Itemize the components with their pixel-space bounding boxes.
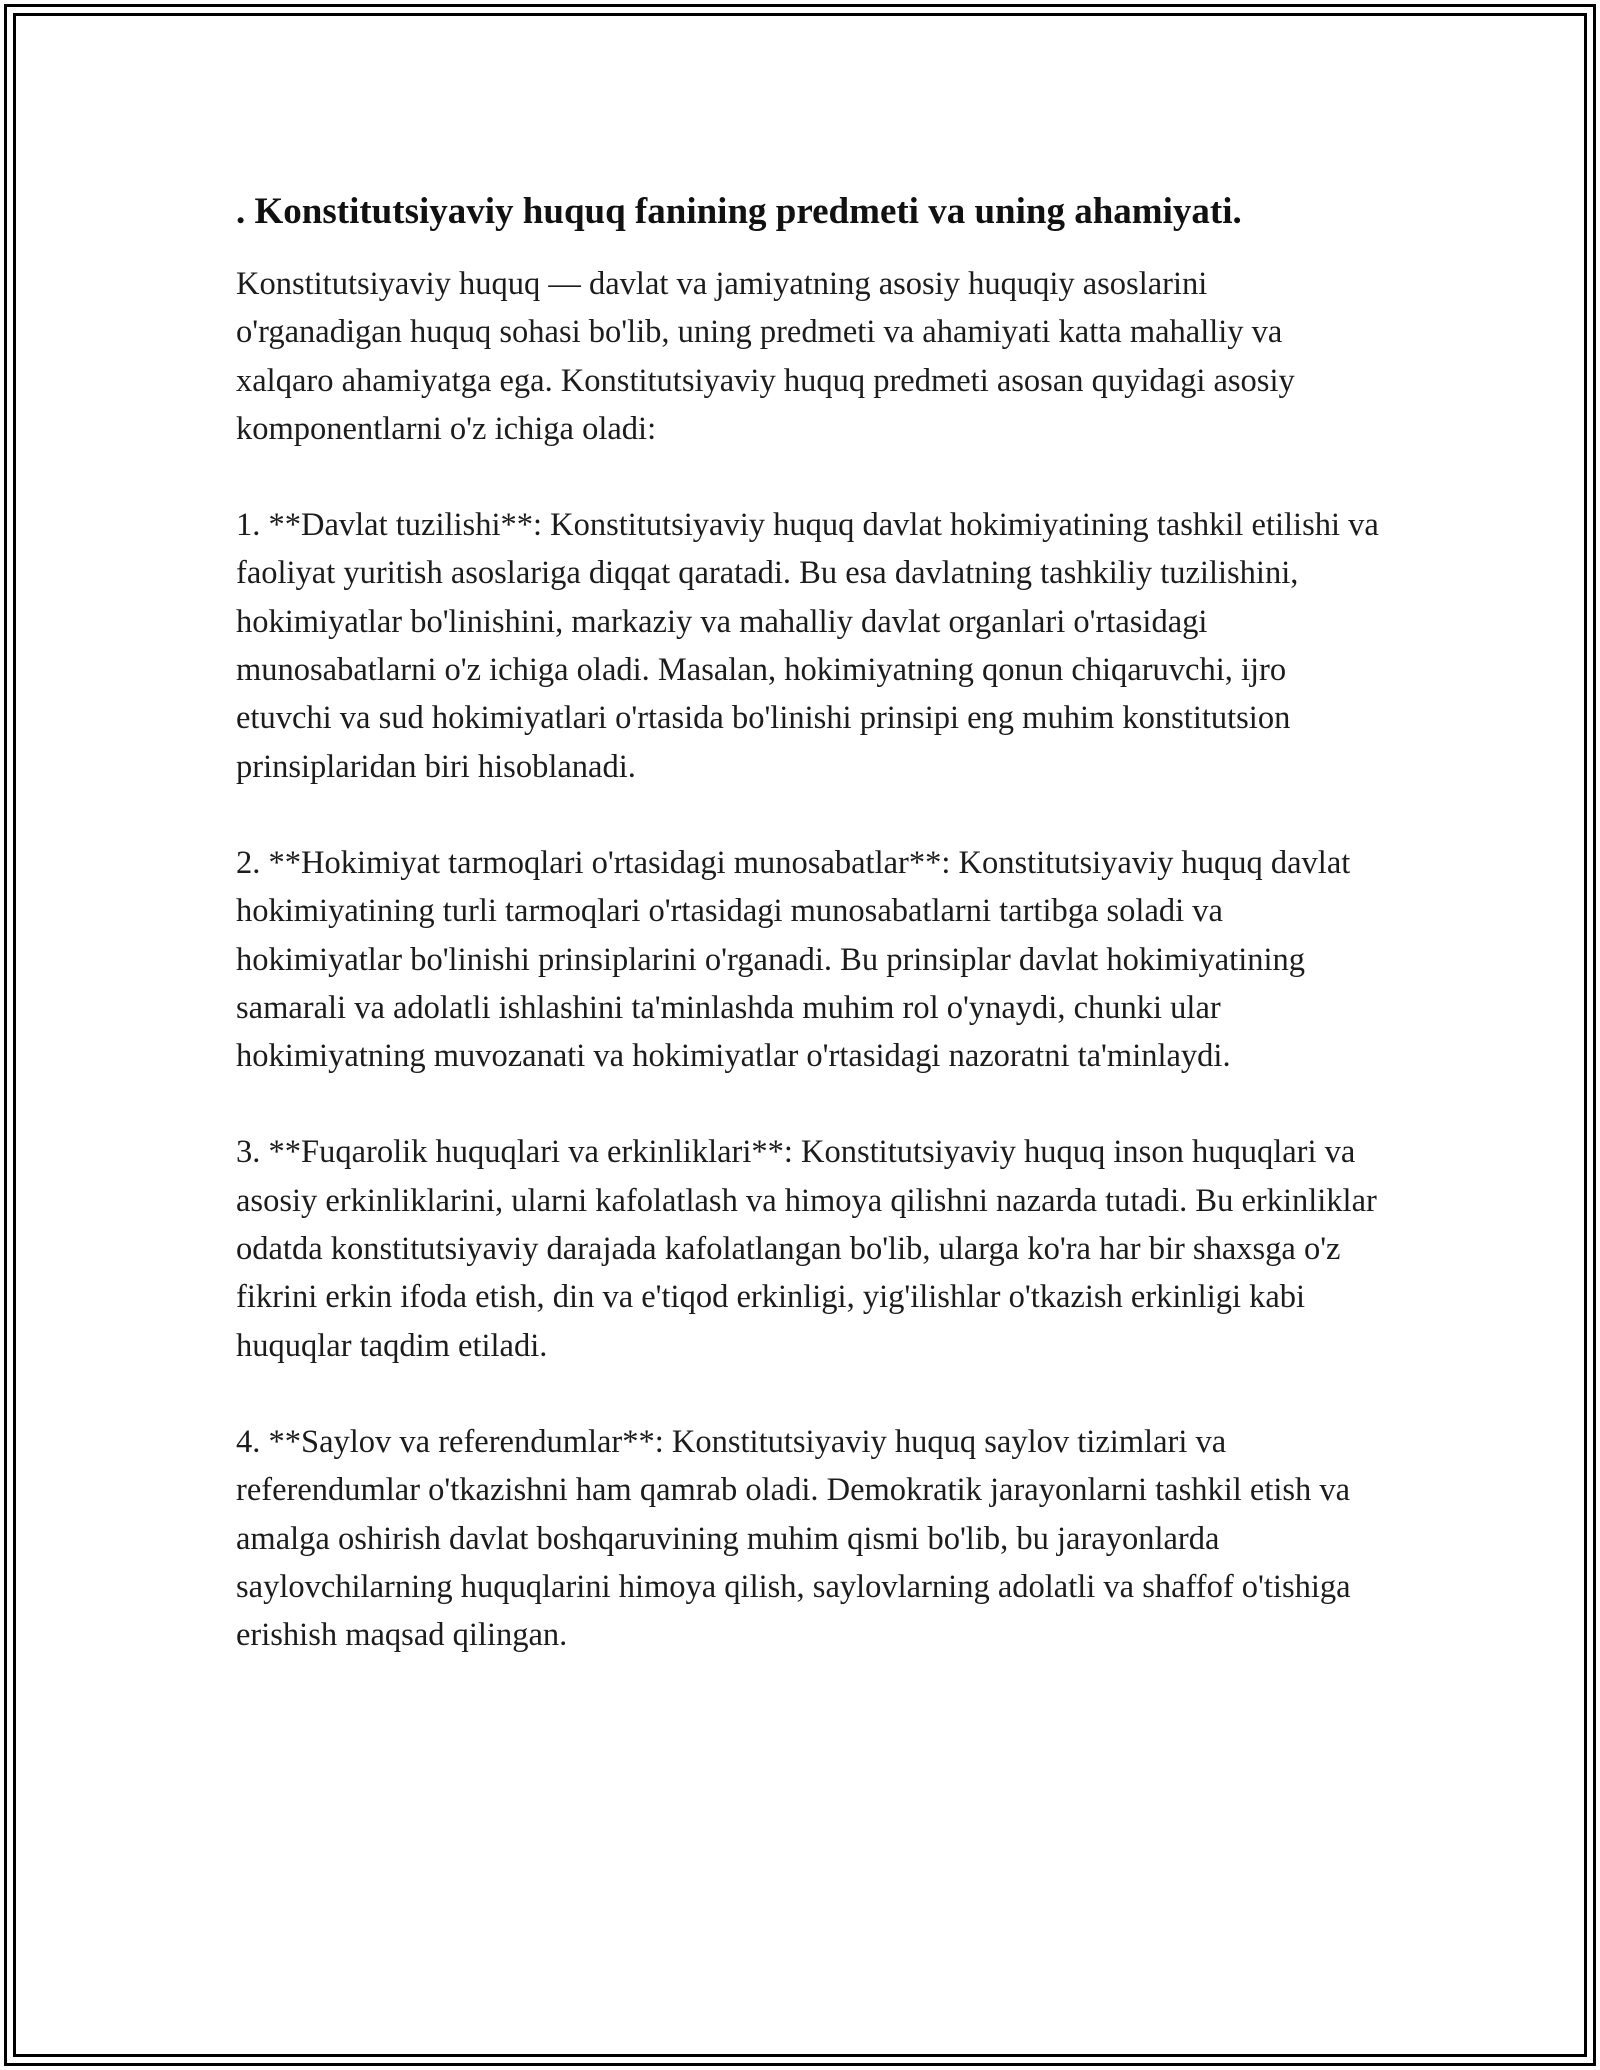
item-paragraph-3: 3. **Fuqarolik huquqlari va erkinliklari**: Konstitutsiyaviy huquq inson huquqlari va asosiy erkinliklarini, ularni kafolatlash va himoya qilishni nazarda tutadi. Bu erkinliklar odatda konstitutsiyaviy darajada kafolatlangan bo'lib, ularga ko'ra har bir shaxsga o'z fikrini erkin ifoda etish, din va e'tiqod erkinligi, yig'ilishlar o'tkazish erkinligi kabi huquqlar taqdim etiladi. [236,1134,1377,1364]
item-paragraph-1: 1. **Davlat tuzilishi**: Konstitutsiyaviy huquq davlat hokimiyatining tashkil etilishi va faoliyat yuritish asoslariga diqqat qaratadi. Bu esa davlatning tashkiliy tuzilishini, hokimiyatlar bo'linishini, markaziy va mahalliy davlat organlari o'rtasidagi munosabatlarni o'z ichiga oladi. Masalan, hokimiyatning qonun chiqaruvchi, ijro etuvchi va sud hokimiyatlari o'rtasida bo'linishi prinsipi eng muhim konstitutsion prinsiplaridan biri hisoblanadi. [236,507,1379,785]
intro-paragraph: Konstitutsiyaviy huquq — davlat va jamiyatning asosiy huquqiy asoslarini o'rganadigan huquq sohasi bo'lib, uning predmeti va ahamiyati katta mahalliy va xalqaro ahamiyatga ega. Konstitutsiyaviy huquq predmeti asosan quyidagi asosiy komponentlarni o'z ichiga oladi: [236,266,1295,447]
document-body [236,188,1381,1659]
item-paragraph-2: 2. **Hokimiyat tarmoqlari o'rtasidagi munosabatlar**: Konstitutsiyaviy huquq davlat hokimiyatining turli tarmoqlari o'rtasidagi munosabatlarni tartibga soladi va hokimiyatlar bo'linishi prinsiplarini o'rganadi. Bu prinsiplar davlat hokimiyatining samarali va adolatli ishlashini ta'minlashda muhim rol o'ynaydi, chunki ular hokimiyatning muvozanati va hokimiyatlar o'rtasidagi nazoratni ta'minlaydi. [236,844,1351,1075]
document-title: . Konstitutsiyaviy huquq fanining predmeti va uning ahamiyati. [236,191,1242,232]
item-paragraph-4: 4. **Saylov va referendumlar**: Konstitutsiyaviy huquq saylov tizimlari va referendumlar o'tkazishni ham qamrab oladi. Demokratik jarayonlarni tashkil etish va amalga oshirish davlat boshqaruvining muhim qismi bo'lib, bu jarayonlarda saylovchilarning huquqlarini himoya qilish, saylovlarning adolatli va shaffof o'tishiga erishish maqsad qilingan. [236,1423,1351,1654]
